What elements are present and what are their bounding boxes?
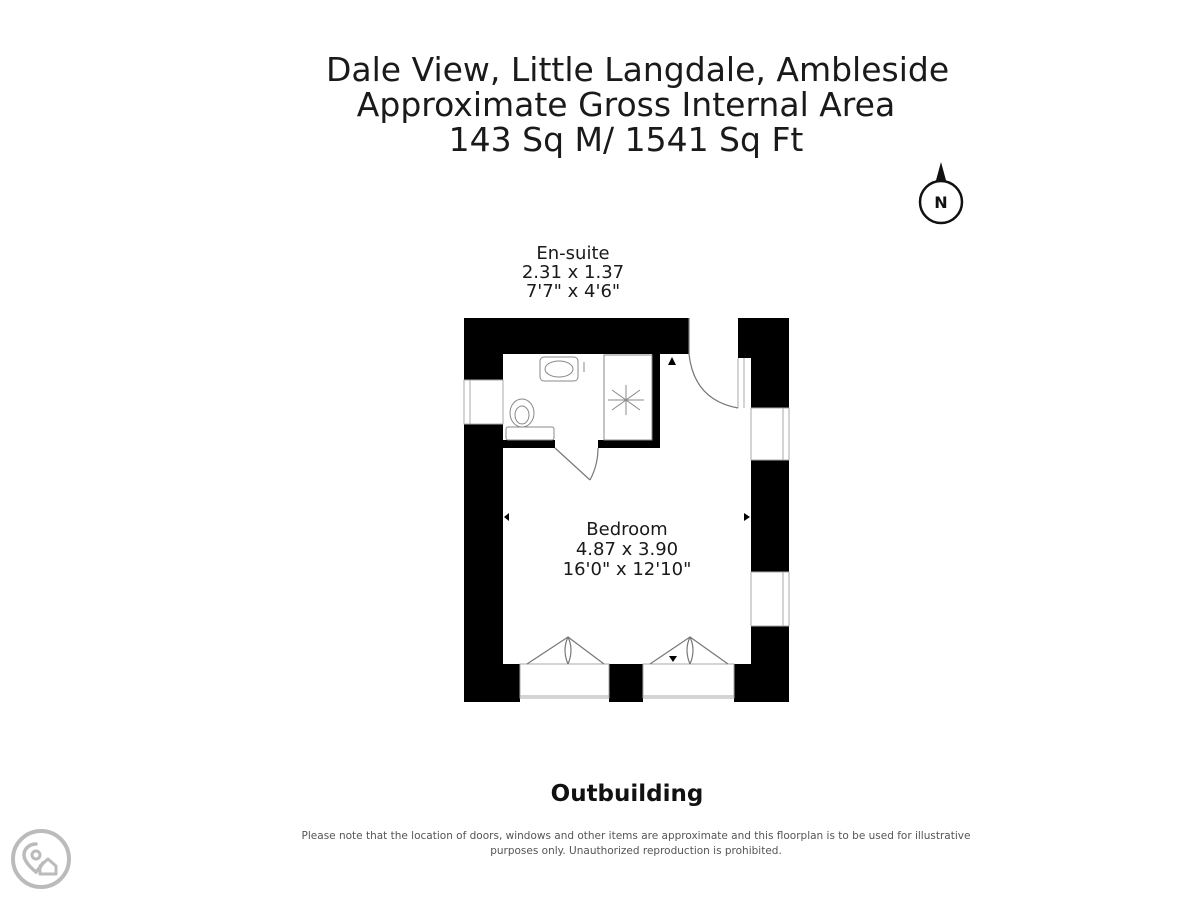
bottom-wall-right bbox=[734, 664, 789, 702]
toilet-icon bbox=[510, 399, 534, 427]
ensuite-wall-right bbox=[652, 318, 660, 448]
bedroom-imperial: 16'0" x 12'10" bbox=[562, 559, 692, 580]
ensuite-metric: 2.31 x 1.37 bbox=[521, 262, 625, 283]
shower-icon bbox=[604, 355, 652, 440]
entrance-door bbox=[689, 318, 738, 408]
window-bottom-right bbox=[643, 664, 734, 698]
dimension-markers bbox=[504, 357, 750, 662]
walls bbox=[464, 318, 789, 702]
right-wall-upper bbox=[751, 318, 789, 408]
left-wall-upper bbox=[464, 318, 503, 380]
ensuite-imperial: 7'7" x 4'6" bbox=[525, 281, 621, 302]
bedroom-metric: 4.87 x 3.90 bbox=[575, 539, 679, 560]
ensuite-door bbox=[555, 448, 598, 480]
title-area-value: 143 Sq M/ 1541 Sq Ft bbox=[448, 120, 804, 159]
bottom-wall-left bbox=[464, 664, 520, 702]
ensuite-wall-bottom-right bbox=[598, 440, 658, 448]
bedroom-label bbox=[527, 520, 727, 580]
bedroom-name: Bedroom bbox=[586, 519, 668, 540]
ensuite-label bbox=[473, 244, 673, 301]
bottom-wall-middle bbox=[609, 664, 643, 702]
location-home-icon bbox=[10, 828, 72, 890]
ensuite-fixtures bbox=[506, 355, 652, 440]
french-doors bbox=[527, 637, 728, 664]
right-wall-middle bbox=[751, 460, 789, 572]
disclaimer-line-2: purposes only. Unauthorized reproduction is prohibited. bbox=[490, 845, 782, 857]
left-wall-lower bbox=[464, 424, 503, 702]
window-bottom-left bbox=[520, 664, 609, 698]
compass-letter: N bbox=[934, 193, 948, 212]
disclaimer-line-1: Please note that the location of doors, windows and other items are approximate and this floorplan is to be used for illustrative bbox=[301, 830, 971, 842]
title-address: Dale View, Little Langdale, Ambleside bbox=[326, 50, 950, 89]
title-area-label: Approximate Gross Internal Area bbox=[356, 85, 896, 124]
ensuite-name: En-suite bbox=[536, 243, 610, 264]
disclaimer bbox=[266, 829, 1006, 859]
floor-name: Outbuilding bbox=[550, 781, 704, 807]
ensuite-wall-bottom-left bbox=[503, 440, 555, 448]
